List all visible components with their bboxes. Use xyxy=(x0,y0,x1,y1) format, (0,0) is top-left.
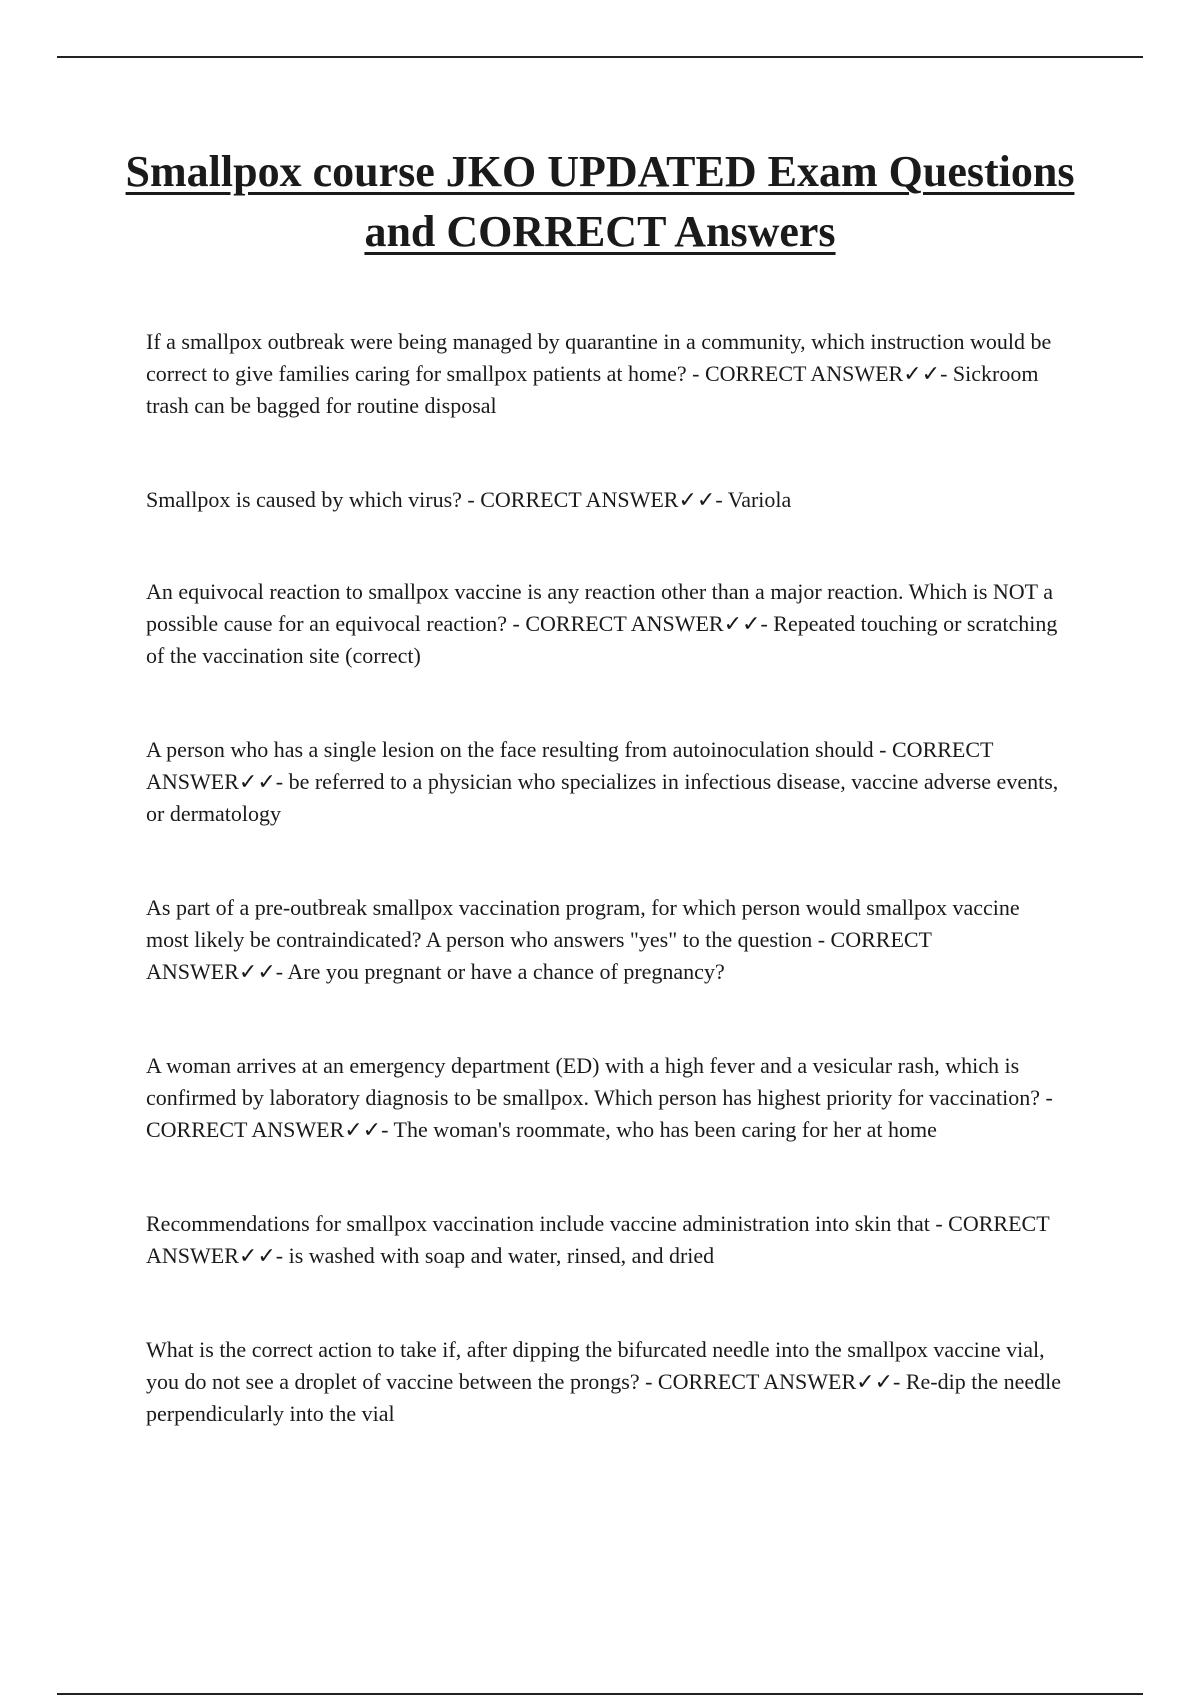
bottom-divider xyxy=(57,1693,1143,1695)
qa-item-5: As part of a pre-outbreak smallpox vaccination program, for which person would smallpox vaccine most likely be contraindicated? A person who answers "yes" to the question - CORRECT ANSWER✓✓- Are you pregnant or have a chance of pregnancy? xyxy=(146,895,1020,984)
qa-item-2: Smallpox is caused by which virus? - CORRECT ANSWER✓✓- Variola xyxy=(146,487,792,512)
qa-item-3: An equivocal reaction to smallpox vaccine is any reaction other than a major reaction. Which is NOT a possible cause for an equivocal reaction? - CORRECT ANSWER✓✓- Repeated touching or scratching of the vaccination site (correct) xyxy=(146,579,1058,668)
top-divider xyxy=(57,56,1143,58)
qa-item-7: Recommendations for smallpox vaccination include vaccine administration into skin that - CORRECT ANSWER✓✓- is washed with soap and water, rinsed, and dried xyxy=(146,1211,1050,1268)
qa-item-4: A person who has a single lesion on the face resulting from autoinoculation should - CORRECT ANSWER✓✓- be referred to a physician who specializes in infectious disease, vaccine adverse events, or dermatology xyxy=(146,737,1059,826)
qa-item-6: A woman arrives at an emergency department (ED) with a high fever and a vesicular rash, which is confirmed by laboratory diagnosis to be smallpox. Which person has highest priority for vaccination? - CORRECT ANSWER✓✓- The woman's roommate, who has been caring for her at home xyxy=(146,1053,1053,1142)
qa-item-8: What is the correct action to take if, after dipping the bifurcated needle into the smallpox vaccine vial, you do not see a droplet of vaccine between the prongs? - CORRECT ANSWER✓✓- Re-dip the needle perpendicularly into the vial xyxy=(146,1337,1062,1426)
document-title: Smallpox course JKO UPDATED Exam Questions and CORRECT Answers xyxy=(125,147,1075,256)
qa-list xyxy=(146,326,1066,1492)
qa-item-1: If a smallpox outbreak were being managed by quarantine in a community, which instruction would be correct to give families caring for smallpox patients at home? - CORRECT ANSWER✓✓- Sickroom trash can be bagged for routine disposal xyxy=(146,329,1052,418)
